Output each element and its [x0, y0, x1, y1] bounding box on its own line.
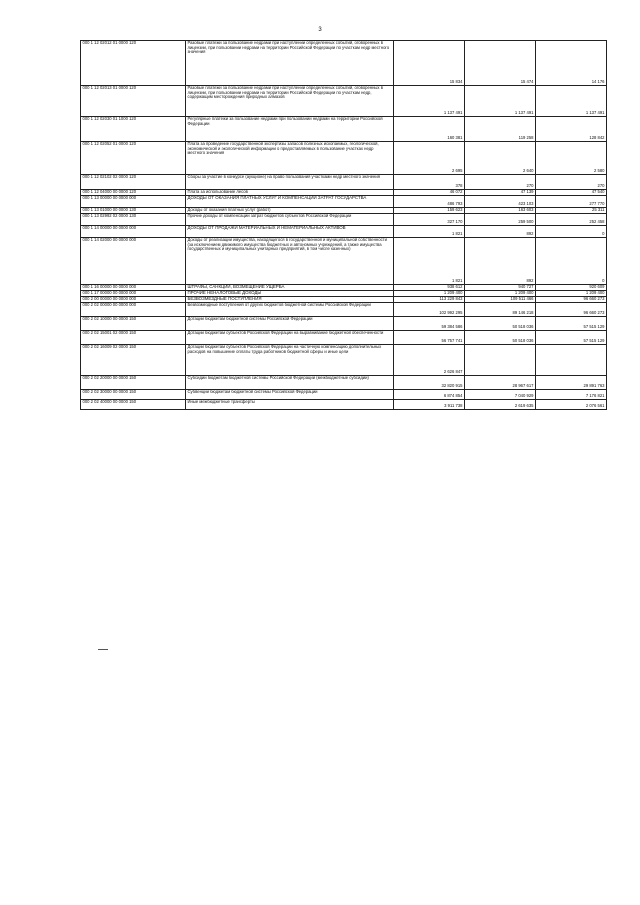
code-cell: 000 1 12 02052 01 0000 120: [81, 142, 186, 175]
name-cell: ПРОЧИЕ НЕНАЛОГОВЫЕ ДОХОДЫ: [186, 291, 394, 297]
code-cell: 000 1 12 02012 01 0000 120: [81, 41, 186, 86]
value-cell-1: 32 820 915: [394, 376, 465, 390]
code-cell: 000 1 12 02030 01 1000 120: [81, 117, 186, 142]
code-cell: 000 2 02 30000 00 0000 150: [81, 390, 186, 400]
value-cell-2: [465, 345, 536, 376]
value-cell-2: 163 603: [465, 208, 536, 214]
name-cell: Субсидии бюджетам бюджетной системы Российской Федерации (межбюджетные субсидии): [186, 376, 394, 390]
table-row: [81, 41, 607, 86]
value-cell-1: 102 992 295: [394, 303, 465, 317]
table-row: [81, 390, 607, 400]
name-cell: Разовые платежи за пользование недрами при наступлении определенных событий, оговоренных в лицензии, при пользовании недрами на территории Российской Федерации по участкам недр, содержащим месторождения природных алмазов: [186, 86, 394, 117]
value-cell-2: 259 500: [465, 214, 536, 226]
value-cell-1: 938 612: [394, 285, 465, 291]
name-cell: Безвозмездные поступления от других бюджетов бюджетной системы Российской Федерации: [186, 303, 394, 317]
value-cell-2: 1 137 491: [465, 86, 536, 117]
table-row: [81, 226, 607, 238]
value-cell-3: 920 609: [536, 285, 607, 291]
table-row: [81, 238, 607, 285]
value-cell-2: 89 146 218: [465, 303, 536, 317]
name-cell: Разовые платежи за пользование недрами при наступлении определенных событий, оговоренных в лицензии, при пользовании недрами на территории Российской Федерации по участкам недр местного значения: [186, 41, 394, 86]
code-cell: 000 2 02 10000 00 0000 150: [81, 317, 186, 331]
name-cell: Иные межбюджетные трансферты: [186, 400, 394, 410]
table-row: [81, 175, 607, 190]
value-cell-3: 277 770: [536, 196, 607, 208]
value-cell-1: 160 381: [394, 117, 465, 142]
value-cell-3: 29 891 763: [536, 376, 607, 390]
table-row: [81, 376, 607, 390]
name-cell: Прочие доходы от компенсации затрат бюджетов субъектов Российской Федерации: [186, 214, 394, 226]
stray-dash-mark: [98, 649, 108, 650]
value-cell-2: 119 258: [465, 117, 536, 142]
value-cell-2: 15 474: [465, 41, 536, 86]
value-cell-1: 1 137 491: [394, 86, 465, 117]
value-cell-2: 423 103: [465, 196, 536, 208]
value-cell-1: 56 757 741: [394, 331, 465, 345]
value-cell-1: 113 229 843: [394, 297, 465, 303]
code-cell: 000 1 14 00000 00 0000 000: [81, 226, 186, 238]
name-cell: Плата за использование лесов: [186, 190, 394, 196]
name-cell: ДОХОДЫ ОТ ОКАЗАНИЯ ПЛАТНЫХ УСЛУГ И КОМПЕНСАЦИИ ЗАТРАТ ГОСУДАРСТВА: [186, 196, 394, 208]
value-cell-2: 892: [465, 238, 536, 285]
value-cell-3: 1 209 400: [536, 291, 607, 297]
value-cell-3: 270: [536, 175, 607, 190]
value-cell-2: 940 727: [465, 285, 536, 291]
name-cell: Сборы за участие в конкурсе (аукционе) на право пользования участками недр местного значения: [186, 175, 394, 190]
name-cell: Дотации бюджетам бюджетной системы Российской Федерации: [186, 317, 394, 331]
page-number: 3: [318, 27, 322, 33]
value-cell-1: 2 695: [394, 142, 465, 175]
name-cell: Доходы от оказания платных услуг (работ): [186, 208, 394, 214]
name-cell: Субвенции бюджетам бюджетной системы Российской Федерации: [186, 390, 394, 400]
name-cell: Дотации бюджетам субъектов Российской Федерации на выравнивание бюджетной обеспеченности: [186, 331, 394, 345]
code-cell: 000 2 02 20000 00 0000 150: [81, 376, 186, 390]
table-row: [81, 331, 607, 345]
value-cell-2: 2 640: [465, 142, 536, 175]
value-cell-3: 57 515 129: [536, 317, 607, 331]
table-row: [81, 303, 607, 317]
value-cell-1: 15 834: [394, 41, 465, 86]
value-cell-3: 2 580: [536, 142, 607, 175]
code-cell: 000 1 13 02992 02 0000 130: [81, 214, 186, 226]
value-cell-1: 327 170: [394, 214, 465, 226]
value-cell-3: 1 137 491: [536, 86, 607, 117]
code-cell: 000 2 02 40000 00 0000 150: [81, 400, 186, 410]
value-cell-2: 28 967 617: [465, 376, 536, 390]
value-cell-3: 96 660 273: [536, 297, 607, 303]
code-cell: 000 2 02 00000 00 0000 000: [81, 303, 186, 317]
value-cell-1: 1 821: [394, 226, 465, 238]
name-cell: Доходы от реализации имущества, находящегося в государственной и муниципальной собственности (за исключением движимого имущества бюджетных и автономных учреждений, а также имущества государственных и муниципальных унитарных предприятий, в том числе казенных): [186, 238, 394, 285]
value-cell-3: 47 540: [536, 190, 607, 196]
value-cell-1: 3 911 738: [394, 400, 465, 410]
budget-revenue-table: [80, 40, 607, 410]
table-row: [81, 400, 607, 410]
table-row: [81, 214, 607, 226]
value-cell-3: [536, 345, 607, 376]
value-cell-3: 0: [536, 238, 607, 285]
code-cell: 000 2 02 15001 02 0000 150: [81, 331, 186, 345]
value-cell-3: 14 176: [536, 41, 607, 86]
value-cell-1: 59 384 586: [394, 317, 465, 331]
value-cell-3: 7 176 821: [536, 390, 607, 400]
value-cell-1: 378: [394, 175, 465, 190]
value-cell-2: 50 518 036: [465, 331, 536, 345]
code-cell: 000 2 00 00000 00 0000 000: [81, 297, 186, 303]
value-cell-2: 109 511 466: [465, 297, 536, 303]
table-row: [81, 86, 607, 117]
value-cell-3: 2 076 561: [536, 400, 607, 410]
value-cell-3: 57 515 129: [536, 331, 607, 345]
value-cell-3: 25 311: [536, 208, 607, 214]
code-cell: 000 2 02 16009 02 0000 150: [81, 345, 186, 376]
value-cell-1: 2 626 847: [394, 345, 465, 376]
value-cell-3: 96 660 273: [536, 303, 607, 317]
table-row: [81, 196, 607, 208]
table-row: [81, 317, 607, 331]
value-cell-3: 252 458: [536, 214, 607, 226]
name-cell: ДОХОДЫ ОТ ПРОДАЖИ МАТЕРИАЛЬНЫХ И НЕМАТЕРИАЛЬНЫХ АКТИВОВ: [186, 226, 394, 238]
code-cell: 000 1 13 00000 00 0000 000: [81, 196, 186, 208]
value-cell-1: 1 821: [394, 238, 465, 285]
value-cell-3: 128 842: [536, 117, 607, 142]
table-row: [81, 142, 607, 175]
name-cell: ШТРАФЫ, САНКЦИИ, ВОЗМЕЩЕНИЕ УЩЕРБА: [186, 285, 394, 291]
value-cell-1: 1 209 400: [394, 291, 465, 297]
value-cell-2: 7 040 929: [465, 390, 536, 400]
code-cell: 000 1 12 02013 01 0000 120: [81, 86, 186, 117]
value-cell-1: 159 623: [394, 208, 465, 214]
value-cell-3: 0: [536, 226, 607, 238]
name-cell: Плата за проведение государственной экспертизы запасов полезных ископаемых, геологической, экономической и экологической информации о предоставляемых в пользование участках недр местного значения: [186, 142, 394, 175]
value-cell-1: 6 874 854: [394, 390, 465, 400]
code-cell: 000 1 12 04000 00 0000 120: [81, 190, 186, 196]
value-cell-2: 1 209 400: [465, 291, 536, 297]
value-cell-2: 50 518 036: [465, 317, 536, 331]
value-cell-1: 46 072: [394, 190, 465, 196]
code-cell: 000 1 17 00000 00 0000 000: [81, 291, 186, 297]
code-cell: 000 1 16 00000 00 0000 000: [81, 285, 186, 291]
table-row: [81, 345, 607, 376]
table-row: [81, 117, 607, 142]
value-cell-2: 270: [465, 175, 536, 190]
value-cell-2: 892: [465, 226, 536, 238]
code-cell: 000 1 13 01000 00 0000 130: [81, 208, 186, 214]
value-cell-1: 486 793: [394, 196, 465, 208]
name-cell: БЕЗВОЗМЕЗДНЫЕ ПОСТУПЛЕНИЯ: [186, 297, 394, 303]
code-cell: 000 1 14 02000 00 0000 000: [81, 238, 186, 285]
code-cell: 000 1 12 02102 02 0000 120: [81, 175, 186, 190]
name-cell: Регулярные платежи за пользование недрами при пользовании недрами на территории Российской Федерации: [186, 117, 394, 142]
value-cell-2: 47 139: [465, 190, 536, 196]
name-cell: Дотации бюджетам субъектов Российской Федерации на частичную компенсацию дополнительных расходов на повышение оплаты труда работников бюджетной сферы и иные цели: [186, 345, 394, 376]
value-cell-2: 2 619 635: [465, 400, 536, 410]
